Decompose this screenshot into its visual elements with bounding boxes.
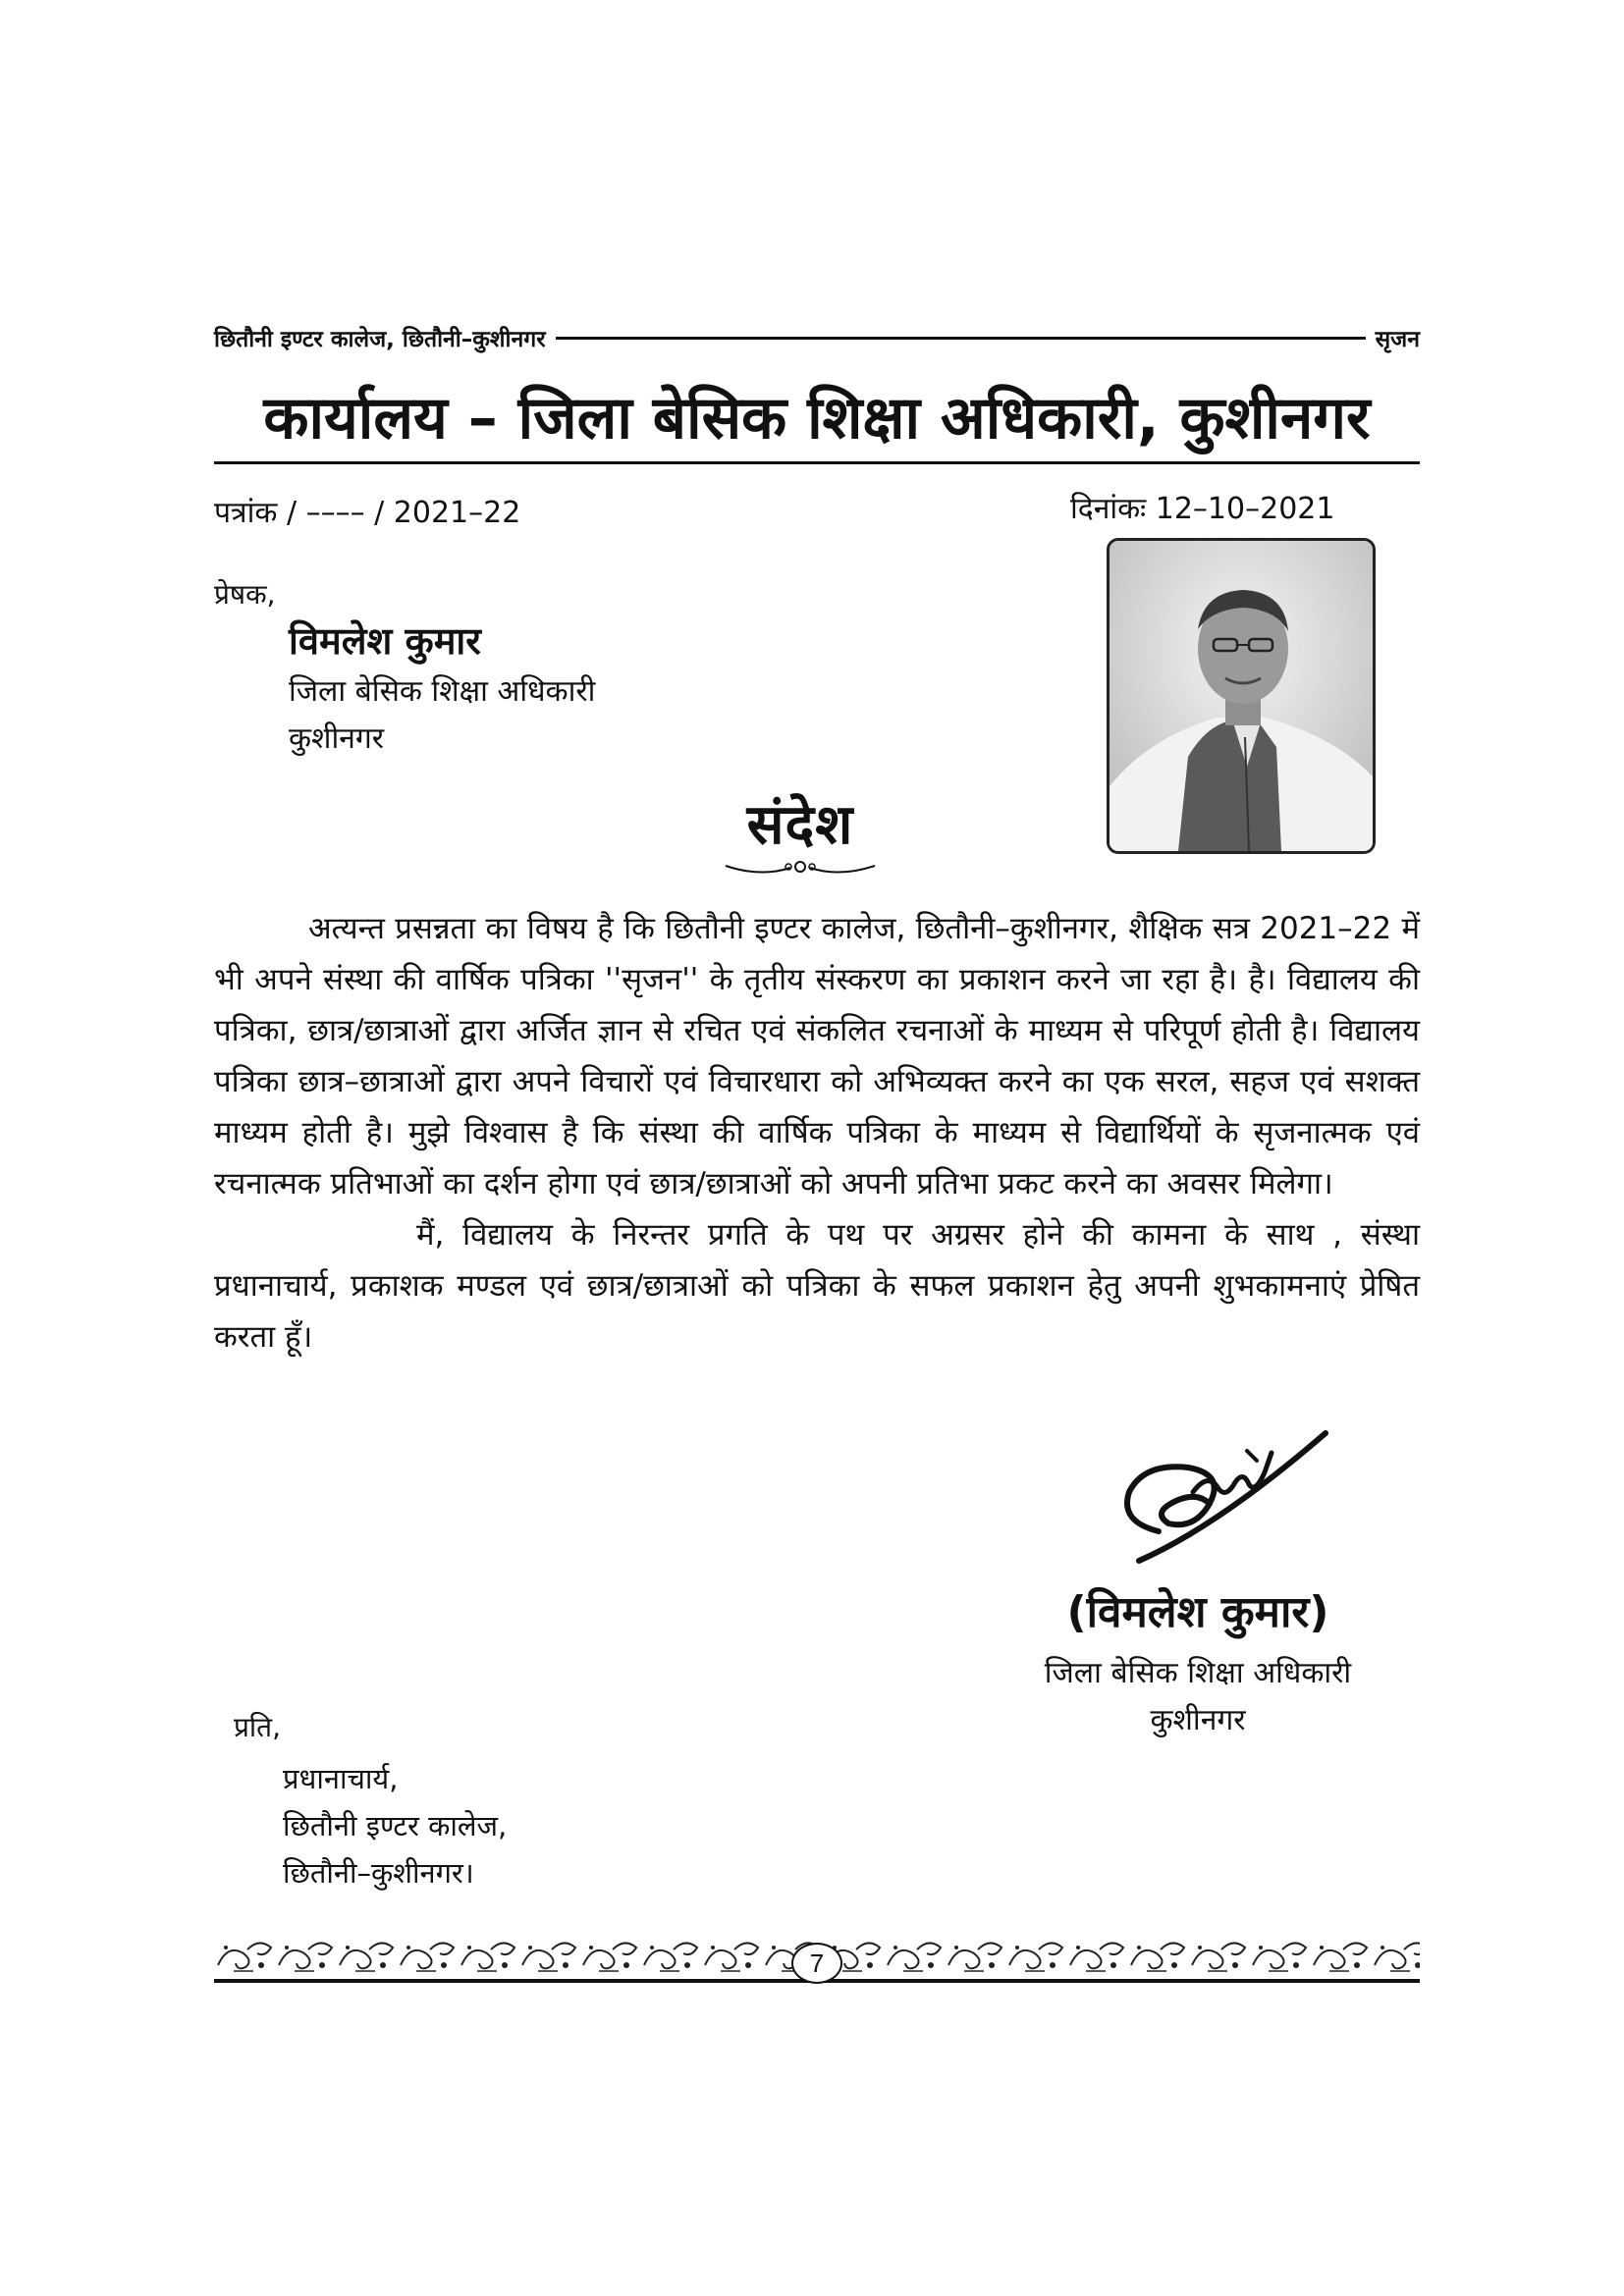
- message-heading-block: [687, 785, 913, 878]
- recipient-label: प्रति,: [234, 1711, 282, 1743]
- officer-photo: [1107, 538, 1376, 854]
- title-divider: [214, 461, 1420, 464]
- running-header-magazine: सृजन: [1375, 327, 1420, 352]
- message-paragraph-1: अत्यन्त प्रसन्नता का विषय है कि छितौनी इण्टर कालेज, छितौनी–कुशीनगर, शैक्षिक सत्र 2021–22 में भी अपने संस्था की वार्षिक पत्रिका ''सृजन'' के तृतीय संस्करण का प्रकाशन करने जा रहा है। है। विद्यालय की पत्रिका, छात्र/छात्राओं द्वारा अर्जित ज्ञान से रचित एवं संकलित रचनाओं के माध्यम से परिपूर्ण होती है। विद्यालय पत्रिका छात्र–छात्राओं द्वारा अपने विचारों एवं विचारधारा को अभिव्यक्त करने का एक सरल, सहज एवं सशक्त माध्यम होती है। मुझे विश्वास है कि संस्था की वार्षिक पत्रिका के माध्यम से विद्यार्थियों के सृजनात्मक एवं रचनात्मक प्रतिभाओं का दर्शन होगा एवं छात्र/छात्राओं को अपनी प्रतिभा प्रकट करने का अवसर मिलेगा।: [214, 911, 1420, 1201]
- letter-date: दिनांकः 12–10–2021: [1070, 492, 1335, 526]
- page-number: 7: [791, 1943, 842, 1984]
- sender-place: कुशीनगर: [289, 721, 385, 756]
- recipient-title: प्रधानाचार्य,: [283, 1762, 399, 1795]
- message-heading: संदेश: [746, 792, 854, 857]
- message-body: [214, 903, 1420, 1362]
- portrait-image: [1110, 541, 1373, 851]
- office-title: कार्यालय – जिला बेसिक शिक्षा अधिकारी, कुशीनगर: [263, 384, 1371, 453]
- signatory-place: कुशीनगर: [1150, 1703, 1246, 1737]
- signatory-designation: जिला बेसिक शिक्षा अधिकारी: [1044, 1656, 1352, 1690]
- recipient-college: छितौनी इण्टर कालेज,: [283, 1809, 508, 1842]
- sender-name: विमलेश कुमार: [289, 619, 481, 663]
- running-header-college: छितौनी इण्टर कालेज, छितौनी–कुशीनगर: [214, 327, 546, 352]
- handwritten-signature: [1100, 1414, 1335, 1580]
- reference-number: पत्रांक / –––– / 2021–22: [214, 496, 521, 530]
- sender-label: प्रेषक,: [214, 578, 276, 611]
- running-header: [214, 320, 1420, 355]
- message-paragraph-2: मैं, विद्यालय के निरन्तर प्रगति के पथ पर अग्रसर होने की कामना के साथ , संस्था प्रधानाचार्य, प्रकाशक मण्डल एवं छात्र/छात्राओं को पत्रिका के सफल प्रकाशन हेतु अपनी शुभकामनाएं प्रेषित करता हूँ।: [214, 1217, 1420, 1355]
- recipient-place: छितौनी–कुशीनगर।: [283, 1856, 474, 1890]
- signatory-name: (विमलेश कुमार): [1066, 1587, 1329, 1637]
- running-header-rule: [556, 337, 1366, 340]
- sender-designation: जिला बेसिक शिक्षा अधिकारी: [289, 674, 596, 709]
